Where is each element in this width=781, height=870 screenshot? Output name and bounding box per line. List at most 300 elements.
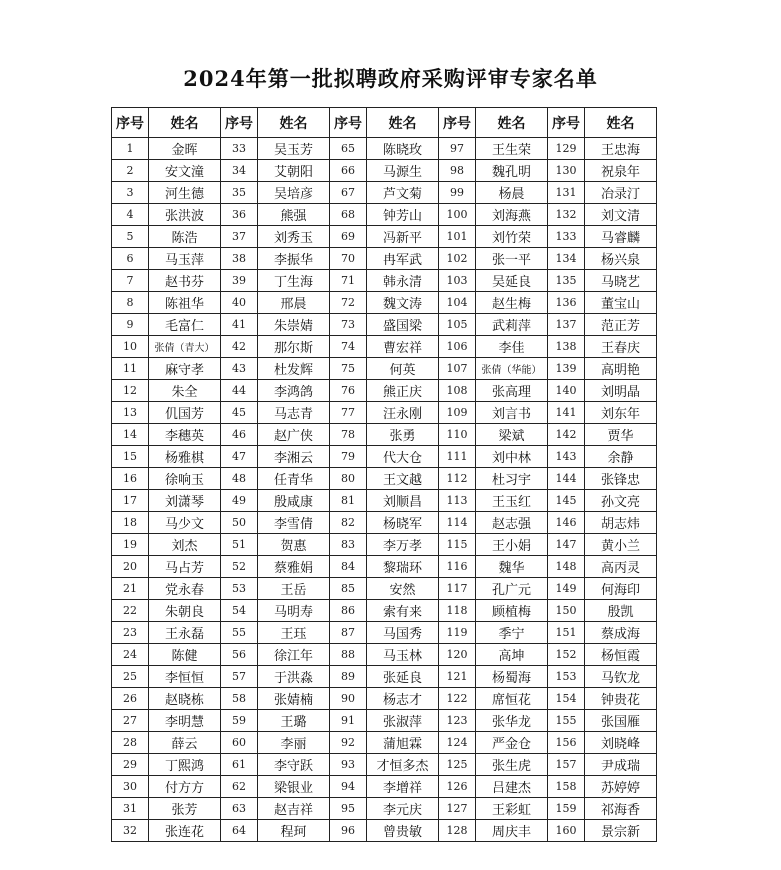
expert-name: 徐响玉 [149,468,221,490]
expert-name: 祁海香 [585,798,657,820]
expert-index: 63 [221,798,258,820]
expert-name: 金晖 [149,138,221,160]
table-row [112,776,657,798]
expert-name: 钟芳山 [367,204,439,226]
expert-name: 吴培彦 [258,182,330,204]
expert-index: 19 [112,534,149,556]
expert-name: 徐江年 [258,644,330,666]
expert-index: 10 [112,336,149,358]
table-row [112,732,657,754]
expert-name: 陈健 [149,644,221,666]
table-row [112,226,657,248]
expert-index: 105 [439,314,476,336]
expert-name: 李湘云 [258,446,330,468]
expert-name: 胡志炜 [585,512,657,534]
expert-index: 94 [330,776,367,798]
expert-name: 马志青 [258,402,330,424]
expert-name: 赵志强 [476,512,548,534]
table-row [112,666,657,688]
expert-index: 39 [221,270,258,292]
expert-index: 43 [221,358,258,380]
expert-name: 汪永刚 [367,402,439,424]
expert-index: 12 [112,380,149,402]
expert-name: 刘顺昌 [367,490,439,512]
expert-name: 董宝山 [585,292,657,314]
expert-name: 李恒恒 [149,666,221,688]
expert-index: 76 [330,380,367,402]
expert-name: 张一平 [476,248,548,270]
expert-index: 113 [439,490,476,512]
expert-name: 刘言书 [476,402,548,424]
expert-index: 25 [112,666,149,688]
expert-name: 何海印 [585,578,657,600]
expert-name: 朱崇婧 [258,314,330,336]
expert-name: 刘海燕 [476,204,548,226]
expert-index: 51 [221,534,258,556]
expert-index: 99 [439,182,476,204]
expert-name: 王璐 [258,710,330,732]
expert-index: 102 [439,248,476,270]
expert-name: 赵生梅 [476,292,548,314]
expert-index: 15 [112,446,149,468]
table-row [112,270,657,292]
expert-name: 严金仓 [476,732,548,754]
expert-name: 盛国梁 [367,314,439,336]
expert-name: 吴玉芳 [258,138,330,160]
expert-name: 陈晓玫 [367,138,439,160]
expert-name: 武莉萍 [476,314,548,336]
expert-name: 熊强 [258,204,330,226]
expert-name: 杜习宇 [476,468,548,490]
table-row [112,424,657,446]
page-title: 2024年第一批拟聘政府采购评审专家名单 [183,66,598,91]
expert-name: 丁熙鸿 [149,754,221,776]
expert-name: 张国雁 [585,710,657,732]
expert-name: 王忠海 [585,138,657,160]
expert-name: 张生虎 [476,754,548,776]
expert-index: 85 [330,578,367,600]
expert-index: 124 [439,732,476,754]
expert-name: 杨兴泉 [585,248,657,270]
expert-index: 142 [548,424,585,446]
expert-name: 王永磊 [149,622,221,644]
expert-index: 49 [221,490,258,512]
expert-name: 冯新平 [367,226,439,248]
column-header-name: 姓名 [149,108,221,138]
expert-index: 98 [439,160,476,182]
expert-index: 9 [112,314,149,336]
expert-name: 刘竹荣 [476,226,548,248]
expert-index: 55 [221,622,258,644]
expert-name: 任青华 [258,468,330,490]
expert-index: 123 [439,710,476,732]
expert-index: 149 [548,578,585,600]
table-body [112,138,657,842]
expert-index: 14 [112,424,149,446]
expert-index: 6 [112,248,149,270]
expert-name: 杨志才 [367,688,439,710]
expert-name: 张高理 [476,380,548,402]
expert-name: 安文潼 [149,160,221,182]
expert-name: 蒲旭霖 [367,732,439,754]
table-row [112,292,657,314]
expert-name: 杨晓军 [367,512,439,534]
expert-index: 86 [330,600,367,622]
expert-name: 李守跃 [258,754,330,776]
expert-index: 24 [112,644,149,666]
expert-name: 杨蜀海 [476,666,548,688]
expert-name: 马睿麟 [585,226,657,248]
expert-index: 141 [548,402,585,424]
expert-name: 杨雅棋 [149,446,221,468]
expert-index: 67 [330,182,367,204]
expert-name: 河生德 [149,182,221,204]
expert-index: 155 [548,710,585,732]
table-row [112,468,657,490]
expert-index: 71 [330,270,367,292]
expert-name: 熊正庆 [367,380,439,402]
expert-index: 152 [548,644,585,666]
expert-name: 高丙灵 [585,556,657,578]
expert-name: 贺惠 [258,534,330,556]
expert-name: 马玉萍 [149,248,221,270]
expert-name: 赵广侠 [258,424,330,446]
expert-index: 115 [439,534,476,556]
expert-index: 158 [548,776,585,798]
expert-index: 60 [221,732,258,754]
expert-name: 冶录汀 [585,182,657,204]
expert-name: 才恒多杰 [367,754,439,776]
expert-name: 李丽 [258,732,330,754]
expert-index: 61 [221,754,258,776]
expert-name: 李元庆 [367,798,439,820]
expert-name: 李佳 [476,336,548,358]
expert-name: 马钦龙 [585,666,657,688]
expert-name: 祝泉年 [585,160,657,182]
column-header-index: 序号 [221,108,258,138]
expert-index: 21 [112,578,149,600]
expert-index: 48 [221,468,258,490]
table-row [112,534,657,556]
expert-index: 107 [439,358,476,380]
expert-name: 高坤 [476,644,548,666]
expert-index: 159 [548,798,585,820]
expert-name: 艾朝阳 [258,160,330,182]
expert-index: 143 [548,446,585,468]
expert-index: 90 [330,688,367,710]
expert-name: 李振华 [258,248,330,270]
expert-name: 蔡成海 [585,622,657,644]
expert-name: 马明寿 [258,600,330,622]
expert-roster-table [111,107,657,842]
expert-index: 73 [330,314,367,336]
expert-name: 刘中林 [476,446,548,468]
expert-index: 127 [439,798,476,820]
expert-name: 程珂 [258,820,330,842]
table-row [112,182,657,204]
expert-index: 136 [548,292,585,314]
table-row [112,578,657,600]
expert-index: 110 [439,424,476,446]
table-row [112,556,657,578]
expert-index: 64 [221,820,258,842]
expert-name: 麻守孝 [149,358,221,380]
expert-name: 王珏 [258,622,330,644]
expert-index: 125 [439,754,476,776]
expert-index: 153 [548,666,585,688]
expert-index: 137 [548,314,585,336]
expert-index: 54 [221,600,258,622]
expert-name: 冉军武 [367,248,439,270]
expert-name: 马玉林 [367,644,439,666]
expert-index: 37 [221,226,258,248]
expert-index: 8 [112,292,149,314]
expert-index: 82 [330,512,367,534]
expert-index: 151 [548,622,585,644]
expert-index: 77 [330,402,367,424]
expert-index: 62 [221,776,258,798]
expert-name: 马源生 [367,160,439,182]
expert-name: 王岳 [258,578,330,600]
column-header-index: 序号 [330,108,367,138]
expert-name: 梁斌 [476,424,548,446]
expert-index: 121 [439,666,476,688]
expert-index: 41 [221,314,258,336]
expert-index: 117 [439,578,476,600]
expert-index: 16 [112,468,149,490]
expert-index: 134 [548,248,585,270]
expert-index: 28 [112,732,149,754]
expert-name: 马晓艺 [585,270,657,292]
expert-index: 160 [548,820,585,842]
expert-index: 132 [548,204,585,226]
expert-name: 景宗新 [585,820,657,842]
expert-index: 50 [221,512,258,534]
expert-name: 张洪波 [149,204,221,226]
expert-name: 梁银业 [258,776,330,798]
expert-index: 108 [439,380,476,402]
expert-index: 47 [221,446,258,468]
expert-index: 53 [221,578,258,600]
expert-index: 104 [439,292,476,314]
expert-name: 芦文菊 [367,182,439,204]
expert-index: 148 [548,556,585,578]
expert-index: 114 [439,512,476,534]
expert-index: 97 [439,138,476,160]
expert-name: 刘潇琴 [149,490,221,512]
expert-name: 魏孔明 [476,160,548,182]
table-row [112,754,657,776]
expert-index: 130 [548,160,585,182]
expert-name: 周庆丰 [476,820,548,842]
expert-index: 106 [439,336,476,358]
expert-name: 刘明晶 [585,380,657,402]
expert-name: 朱朝良 [149,600,221,622]
expert-name: 王生荣 [476,138,548,160]
expert-name: 魏文涛 [367,292,439,314]
table-row [112,820,657,842]
expert-name: 张婧楠 [258,688,330,710]
expert-name: 刘杰 [149,534,221,556]
expert-name: 李雪倩 [258,512,330,534]
expert-name: 韩永清 [367,270,439,292]
expert-name: 刘秀玉 [258,226,330,248]
expert-name: 杨晨 [476,182,548,204]
expert-name: 索有来 [367,600,439,622]
column-header-index: 序号 [112,108,149,138]
expert-name: 马占芳 [149,556,221,578]
expert-name: 苏婷婷 [585,776,657,798]
expert-name: 吕建杰 [476,776,548,798]
expert-index: 35 [221,182,258,204]
expert-index: 96 [330,820,367,842]
expert-index: 57 [221,666,258,688]
expert-index: 120 [439,644,476,666]
expert-index: 133 [548,226,585,248]
table-row [112,314,657,336]
expert-index: 1 [112,138,149,160]
expert-index: 83 [330,534,367,556]
expert-index: 95 [330,798,367,820]
table-row [112,798,657,820]
expert-index: 80 [330,468,367,490]
expert-index: 89 [330,666,367,688]
expert-name: 张锋忠 [585,468,657,490]
expert-name: 王小娟 [476,534,548,556]
expert-index: 40 [221,292,258,314]
expert-name: 张华龙 [476,710,548,732]
expert-index: 13 [112,402,149,424]
expert-index: 18 [112,512,149,534]
expert-name: 孔广元 [476,578,548,600]
expert-index: 3 [112,182,149,204]
expert-name: 顾植梅 [476,600,548,622]
expert-index: 68 [330,204,367,226]
expert-index: 45 [221,402,258,424]
table-header-row [112,108,657,138]
table-row [112,710,657,732]
expert-index: 81 [330,490,367,512]
expert-name: 王文越 [367,468,439,490]
expert-name: 马国秀 [367,622,439,644]
table-row [112,402,657,424]
expert-name: 范正芳 [585,314,657,336]
column-header-name: 姓名 [367,108,439,138]
expert-index: 7 [112,270,149,292]
table-row [112,160,657,182]
expert-name: 赵吉祥 [258,798,330,820]
expert-index: 135 [548,270,585,292]
expert-index: 65 [330,138,367,160]
expert-name: 王玉红 [476,490,548,512]
table-row [112,358,657,380]
expert-name: 陈浩 [149,226,221,248]
expert-name: 蔡雅娟 [258,556,330,578]
expert-name: 何英 [367,358,439,380]
expert-index: 69 [330,226,367,248]
expert-index: 2 [112,160,149,182]
expert-name: 季宁 [476,622,548,644]
expert-name: 刘晓峰 [585,732,657,754]
expert-index: 70 [330,248,367,270]
expert-name: 张连花 [149,820,221,842]
expert-index: 118 [439,600,476,622]
expert-name: 杨恒霞 [585,644,657,666]
expert-index: 30 [112,776,149,798]
expert-name: 尹成瑞 [585,754,657,776]
expert-index: 91 [330,710,367,732]
expert-name: 李增祥 [367,776,439,798]
column-header-name: 姓名 [258,108,330,138]
table-row [112,138,657,160]
expert-name: 黄小兰 [585,534,657,556]
expert-index: 144 [548,468,585,490]
expert-index: 92 [330,732,367,754]
expert-index: 140 [548,380,585,402]
expert-index: 112 [439,468,476,490]
expert-index: 111 [439,446,476,468]
expert-index: 72 [330,292,367,314]
column-header-index: 序号 [548,108,585,138]
table-row [112,600,657,622]
expert-index: 93 [330,754,367,776]
expert-index: 128 [439,820,476,842]
expert-index: 109 [439,402,476,424]
expert-index: 119 [439,622,476,644]
expert-index: 74 [330,336,367,358]
expert-index: 157 [548,754,585,776]
expert-name: 刘文清 [585,204,657,226]
expert-name: 王彩虹 [476,798,548,820]
expert-index: 4 [112,204,149,226]
expert-index: 126 [439,776,476,798]
column-header-name: 姓名 [476,108,548,138]
column-header-name: 姓名 [585,108,657,138]
expert-name: 毛富仁 [149,314,221,336]
expert-index: 17 [112,490,149,512]
expert-name: 赵晓栋 [149,688,221,710]
expert-index: 147 [548,534,585,556]
table-row [112,336,657,358]
expert-name: 孙文亮 [585,490,657,512]
expert-name: 李明慧 [149,710,221,732]
expert-index: 139 [548,358,585,380]
expert-index: 78 [330,424,367,446]
expert-index: 38 [221,248,258,270]
expert-index: 103 [439,270,476,292]
expert-index: 27 [112,710,149,732]
expert-name: 余静 [585,446,657,468]
expert-index: 84 [330,556,367,578]
expert-index: 42 [221,336,258,358]
expert-name: 曹宏祥 [367,336,439,358]
expert-index: 46 [221,424,258,446]
expert-name: 邢晨 [258,292,330,314]
expert-name: 陈祖华 [149,292,221,314]
expert-index: 23 [112,622,149,644]
expert-index: 31 [112,798,149,820]
table-row [112,380,657,402]
expert-name: 张淑萍 [367,710,439,732]
expert-name: 薛云 [149,732,221,754]
expert-name: 黎瑞环 [367,556,439,578]
expert-index: 146 [548,512,585,534]
expert-name: 赵书芬 [149,270,221,292]
expert-index: 75 [330,358,367,380]
expert-index: 101 [439,226,476,248]
expert-name: 席恒花 [476,688,548,710]
table-row [112,490,657,512]
